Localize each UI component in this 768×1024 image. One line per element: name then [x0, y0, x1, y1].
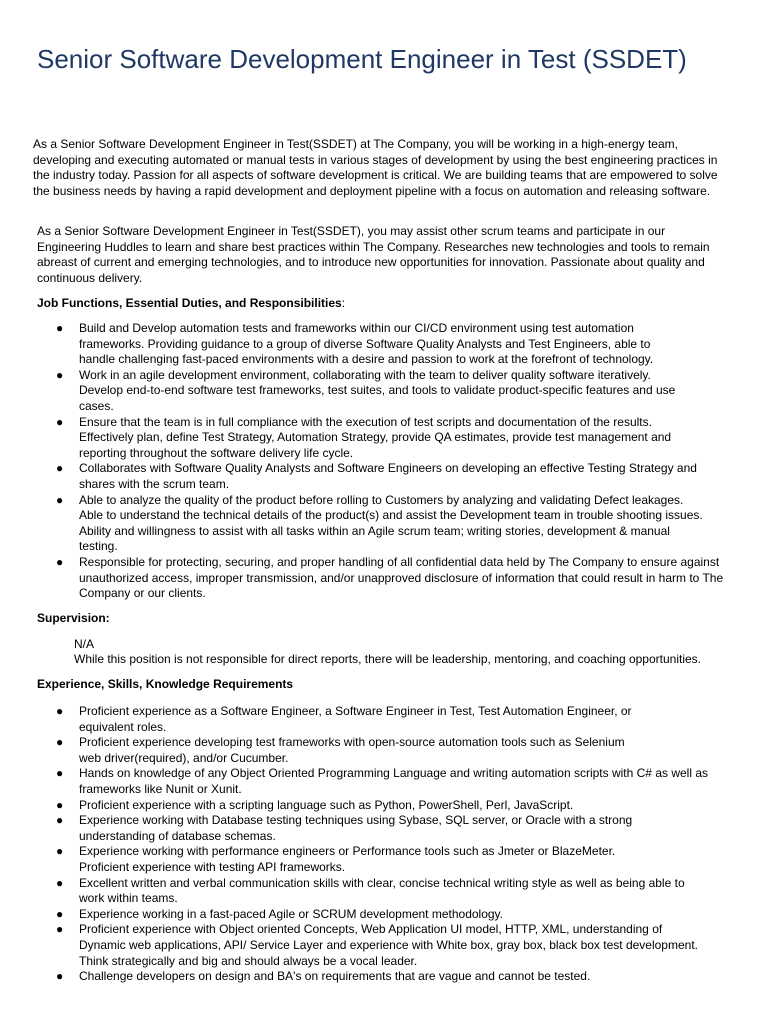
list-item: ● Collaborates with Software Quality Analysts and Software Engineers on developing an effective Testing Strategy and shares with the scrum team. — [56, 461, 697, 491]
page-title: Senior Software Development Engineer in Test (SSDET) — [37, 44, 687, 74]
bullet-icon: ● — [56, 554, 64, 569]
supervision-heading: Supervision: — [37, 611, 110, 625]
list-item: ● Proficient experience as a Software Engineer, a Software Engineer in Test, Test Automation Engineer, or equivalent roles. — [56, 704, 632, 734]
list-item: ● Hands on knowledge of any Object Oriented Programming Language and writing automation scripts with C# as well as frameworks like Nunit or Xunit. — [56, 766, 709, 796]
experience-heading: Experience, Skills, Knowledge Requirements — [37, 677, 294, 691]
list-item: ● Experience working with performance engineers or Performance tools such as Jmeter or BlazeMeter. Proficient experience with testing API frameworks. — [56, 844, 616, 874]
bullet-icon: ● — [56, 704, 64, 718]
job-functions-list — [0, 321, 740, 602]
list-item: ● Proficient experience with a scripting language such as Python, PowerShell, Perl, JavaScript. — [56, 797, 574, 812]
list-item: ● Experience working in a fast-paced Agile or SCRUM development methodology. — [56, 906, 503, 921]
bullet-icon: ● — [56, 367, 64, 382]
job-functions-heading: Job Functions, Essential Duties, and Responsibilities: — [37, 296, 346, 310]
bullet-icon: ● — [56, 321, 64, 335]
list-item: ● Responsible for protecting, securing, and proper handling of all confidential data held by The Company to ensure against unauthorized access, improper transmission, and/or unapproved disclosure of information that could result in harm to The Company or our clients. — [56, 554, 724, 601]
list-item: ● Build and Develop automation tests and frameworks within our CI/CD environment using test automation frameworks. Providing guidance to a group of diverse Software Quality Analysts and Test Engineers, able to handle challenging fast-paced environments with a desire and passion to work at the forefront of technology. — [56, 321, 654, 367]
intro-paragraph-1: As a Senior Software Development Engineer in Test(SSDET) at The Company, you will be working in a high-energy team, developing and executing automated or manual tests in various stages of development by using the best engineering practices in the industry today. Passion for all aspects of software development is critical. We are building teams that are empowered to solve the business needs by having a rapid development and deployment pipeline with a focus on automation and releasing software. — [33, 137, 718, 198]
list-item: ● Challenge developers on design and BA's on requirements that are vague and cannot be tested. — [56, 969, 591, 984]
list-item: ● Proficient experience developing test frameworks with open-source automation tools such as Selenium web driver(required), and/or Cucumber. — [56, 735, 625, 765]
list-item: ● Excellent written and verbal communication skills with clear, concise technical writing style as well as being able to work within teams. — [56, 875, 685, 906]
bullet-icon: ● — [56, 492, 64, 507]
supervision-line-1: N/A — [74, 637, 95, 651]
bullet-icon: ● — [56, 875, 64, 890]
bullet-icon: ● — [56, 969, 64, 984]
bullet-icon: ● — [56, 766, 64, 781]
bullet-icon: ● — [56, 735, 64, 750]
list-item: ● Experience working with Database testing techniques using Sybase, SQL server, or Oracle with a strong understanding of database schemas. — [56, 813, 633, 843]
bullet-icon: ● — [56, 813, 64, 828]
supervision-line-2: While this position is not responsible for direct reports, there will be leadership, mentoring, and coaching opportunities. — [74, 652, 701, 666]
bullet-icon: ● — [56, 414, 64, 429]
list-item: ● Proficient experience with Object oriented Concepts, Web Application UI model, HTTP, XML, understanding of Dynamic web applications, API/ Service Layer and experience with White box, gray box, black box test development. Think strategically and big and should always be a vocal leader. — [56, 922, 698, 968]
intro-paragraph-2: As a Senior Software Development Engineer in Test(SSDET), you may assist other scrum teams and participate in our Engineering Huddles to learn and share best practices within The Company. Researches new technologies and tools to remain abreast of current and emerging technologies, and to introduce new opportunities for innovation. Passionate about quality and continuous delivery. — [37, 224, 710, 285]
bullet-icon: ● — [56, 906, 64, 921]
bullet-icon: ● — [56, 797, 64, 812]
experience-list — [0, 704, 740, 985]
bullet-icon: ● — [56, 844, 64, 859]
bullet-icon: ● — [56, 922, 64, 937]
bullet-icon: ● — [56, 461, 64, 476]
list-item: ● Work in an agile development environment, collaborating with the team to deliver quality software iteratively. Develop end-to-end software test frameworks, test suites, and tools to validate product-specific features and use cases. — [56, 367, 676, 413]
list-item: ● Able to analyze the quality of the product before rolling to Customers by analyzing and validating Defect leakages. Able to understand the technical details of the product(s) and assist the Development team in trouble shooting issues. Ability and willingness to assist with all tasks within an Agile scrum team; writing stories, development & manual testing. — [56, 492, 703, 554]
list-item: ● Ensure that the team is in full compliance with the execution of test scripts and documentation of the results. Effectively plan, define Test Strategy, Automation Strategy, provide QA estimates, provide test management and reporting throughout the software delivery life cycle. — [56, 414, 672, 460]
